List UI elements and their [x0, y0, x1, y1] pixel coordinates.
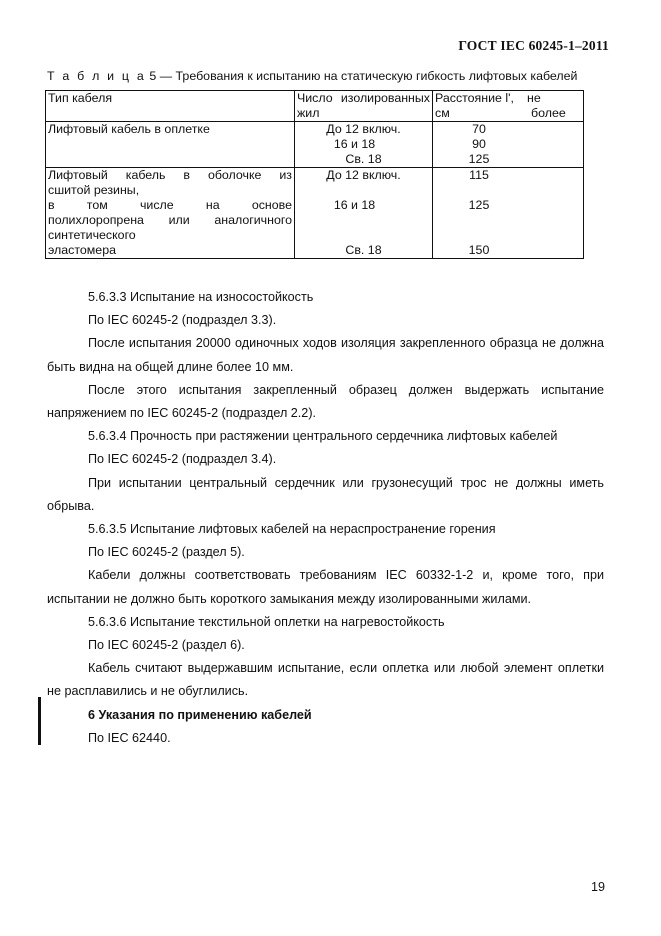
clause-heading: 5.6.3.4 Прочность при растяжении центрального сердечника лифтовых кабелей [88, 429, 558, 444]
paragraph: При испытании центральный сердечник или грузонесущий трос не должны иметь обрыва. [47, 475, 604, 513]
document-body [47, 286, 604, 750]
table-row [46, 168, 584, 259]
paragraph: По IEC 60245-2 (подраздел 3.3). [88, 313, 277, 328]
table-caption-text: 5 — Требования к испытанию на статическую гибкость лифтовых кабелей [145, 69, 578, 83]
paragraph: По IEC 60245-2 (подраздел 3.4). [88, 452, 277, 467]
table-caption [47, 69, 617, 83]
header-distance: Расстояние l', см [433, 91, 526, 122]
standard-header: ГОСТ IEC 60245-1–2011 [458, 38, 609, 53]
cell-cores: До 12 включ. 16 и 18 Св. 18 [295, 168, 433, 259]
clause-heading: 5.6.3.6 Испытание текстильной оплетки на нагревостойкость [88, 614, 445, 629]
header-cores: Число изолированных жил [295, 91, 433, 122]
cell-cores: До 12 включ. 16 и 18 Св. 18 [295, 122, 433, 168]
paragraph: Кабель считают выдержавшим испытание, если оплетка или любой элемент оплетки не расплавились и не обуглились. [47, 661, 604, 699]
header-cable-type: Тип кабеля [46, 91, 295, 122]
table-header-row [46, 91, 584, 122]
paragraph: По IEC 62440. [88, 730, 171, 745]
requirements-table [45, 90, 584, 259]
table-caption-prefix: Т а б л и ц а [47, 69, 146, 83]
cell-distance: 115 125 150 [433, 168, 526, 259]
paragraph: После испытания 20000 одиночных ходов изоляция закрепленного образца не должна быть видна на общей длине более 10 мм. [47, 336, 604, 374]
table-row [46, 122, 584, 168]
paragraph: После этого испытания закрепленный образец должен выдержать испытание напряжением по IEC 60245-2 (подраздел 2.2). [47, 382, 604, 421]
cell-cable-type-braided: Лифтовый кабель в оплетке [46, 122, 295, 168]
cell-distance: 70 90 125 [433, 122, 526, 168]
change-bar [38, 697, 41, 745]
paragraph: По IEC 60245-2 (раздел 5). [88, 545, 245, 560]
clause-heading: 5.6.3.3 Испытание на износостойкость [88, 290, 314, 304]
paragraph: Кабели должны соответствовать требованиям IEC 60332-1-2 и, кроме того, при испытании не должно быть короткого замыкания между изолированными жилами. [47, 568, 604, 606]
section-heading: 6 Указания по применению кабелей [88, 707, 312, 722]
page-number: 19 [590, 880, 605, 894]
clause-heading: 5.6.3.5 Испытание лифтовых кабелей на нераспространение горения [88, 522, 496, 537]
cell-empty [525, 168, 584, 259]
header-max: не более [525, 91, 584, 122]
cell-empty [525, 122, 584, 168]
paragraph: По IEC 60245-2 (раздел 6). [88, 638, 245, 653]
cell-cable-type-rubber: Лифтовый кабель в оболочке из сшитой резины, в том числе на основе полихлоропрена или аналогичного синтетического эластомера [46, 168, 295, 259]
